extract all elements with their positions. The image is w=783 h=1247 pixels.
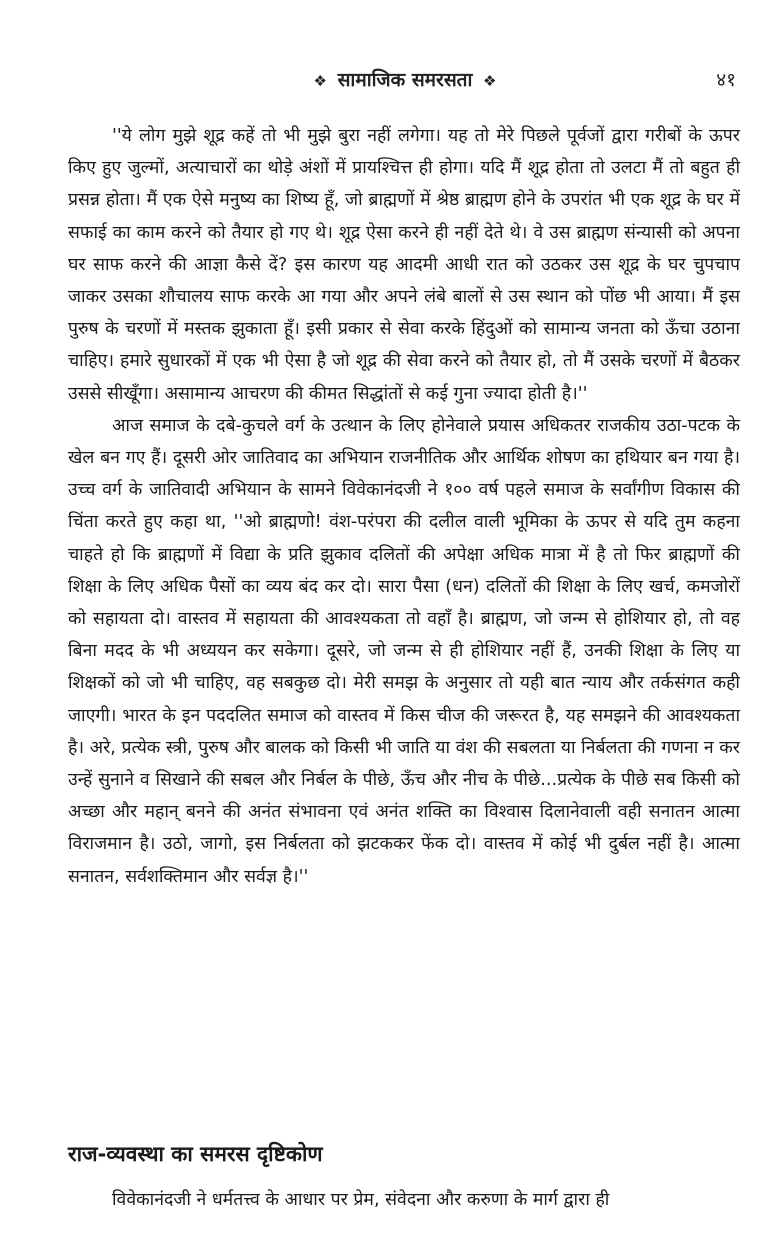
running-title <box>60 66 750 92</box>
page-header <box>60 66 750 106</box>
body-text <box>68 120 740 893</box>
paragraph-main: आज समाज के दबे-कुचले वर्ग के उत्थान के लिए होनेवाले प्रयास अधिकतर राजकीय उठा-पटक के खेल बन गए हैं। दूसरी ओर जातिवाद का अभियान राजनीतिक और आर्थिक शोषण का हथियार बन गया है। उच्च वर्ग के जातिवादी अभियान के सामने विवेकानंदजी ने १०० वर्ष पहले समाज के सर्वांगीण विकास की चिंता करते हुए कहा था, ''ओ ब्राह्मणो! वंश-परंपरा की दलील वाली भूमिका के ऊपर से यदि तुम कहना चाहते हो कि ब्राह्मणों में विद्या के प्रति झुकाव दलितों की अपेक्षा अधिक मात्रा में है तो फिर ब्राह्मणों की शिक्षा के लिए अधिक पैसों का व्यय बंद कर दो। सारा पैसा (धन) दलितों की शिक्षा के लिए खर्च, कमजोरों को सहायता दो। वास्तव में सहायता की आवश्यकता तो वहाँ है। ब्राह्मण, जो जन्म से होशियार हो, तो वह बिना मदद के भी अध्ययन कर सकेगा। दूसरे, जो जन्म से ही होशियार नहीं हैं, उनकी शिक्षा के लिए या शिक्षकों को जो भी चाहिए, वह सबकुछ दो। मेरी समझ के अनुसार तो यही बात न्याय और तर्कसंगत कही जाएगी। भारत के इन पददलित समाज को वास्तव में किस चीज की जरूरत है, यह समझने की आवश्यकता है। अरे, प्रत्येक स्त्री, पुरुष और बालक को किसी भी जाति या वंश की सबलता या निर्बलता की गणना न कर उन्हें सुनाने व सिखाने की सबल और निर्बल के पीछे, ऊँच और नीच के पीछे...प्रत्येक के पीछे सब किसी को अच्छा और महान् बनने की अनंत संभावना एवं अनंत शक्ति का विश्वास दिलानेवाली वही सनातन आत्मा विराजमान है। उठो, जागो, इस निर्बलता को झटककर फेंक दो। वास्तव में कोई भी दुर्बल नहीं है। आत्मा सनातन, सर्वशक्तिमान और सर्वज्ञ है।'' <box>68 415 740 887</box>
ornament-right-icon: ❖ <box>483 72 497 90</box>
section-heading: राज-व्यवस्था का समरस दृष्टिकोण <box>68 1142 323 1166</box>
running-title-text: सामाजिक समरसता <box>337 69 473 91</box>
section-opening-paragraph: विवेकानंदजी ने धर्मतत्त्व के आधार पर प्रेम, संवेदना और करुणा के मार्ग द्वारा ही <box>112 1190 610 1210</box>
ornament-left-icon: ❖ <box>313 72 327 90</box>
page-number: ४१ <box>716 69 736 91</box>
paragraph-quote: ''ये लोग मुझे शूद्र कहें तो भी मुझे बुरा नहीं लगेगा। यह तो मेरे पिछले पूर्वजों द्वारा गरीबों के ऊपर किए हुए जुल्मों, अत्याचारों का थोड़े अंशों में प्रायश्चित्त ही होगा। यदि मैं शूद्र होता तो उलटा मैं तो बहुत ही प्रसन्न होता। मैं एक ऐसे मनुष्य का शिष्य हूँ, जो ब्राह्मणों में श्रेष्ठ ब्राह्मण होने के उपरांत भी एक शूद्र के घर में सफाई का काम करने को तैयार हो गए थे। शूद्र ऐसा करने ही नहीं देते थे। वे उस ब्राह्मण संन्यासी को अपना घर साफ करने की आज्ञा कैसे दें? इस कारण यह आदमी आधी रात को उठकर उस शूद्र के घर चुपचाप जाकर उसका शौचालय साफ करके आ गया और अपने लंबे बालों से उस स्थान को पोंछ भी आया। मैं इस पुरुष के चरणों में मस्तक झुकाता हूँ। इसी प्रकार से सेवा करके हिंदुओं को सामान्य जनता को ऊँचा उठाना चाहिए। हमारे सुधारकों में एक भी ऐसा है जो शूद्र की सेवा करने को तैयार हो, तो मैं उसके चरणों में बैठकर उससे सीखूँगा। असामान्य आचरण की कीमत सिद्धांतों से कई गुना ज्यादा होती है।'' <box>68 126 740 404</box>
